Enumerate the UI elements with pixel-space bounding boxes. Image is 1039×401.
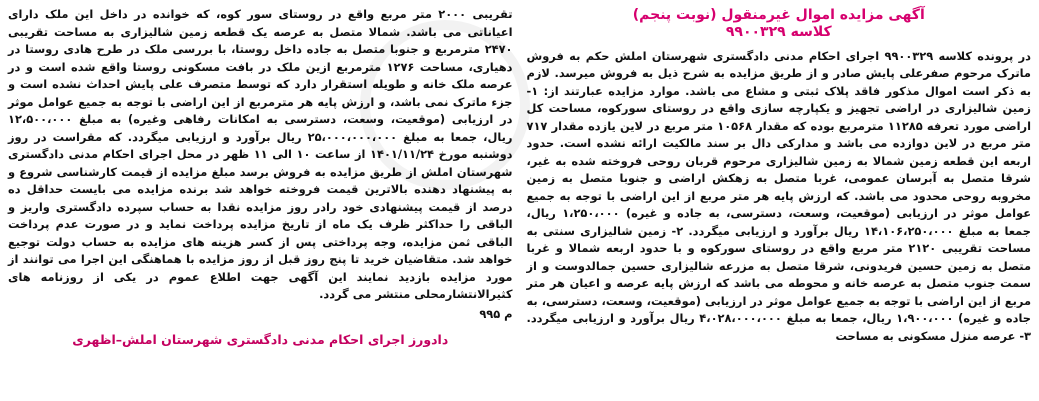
notice-body-right: در پرونده کلاسه ۹۹۰۰۳۲۹ اجرای احکام مدنی دادگستری شهرستان املش حکم به فروش ماترک مرحوم صفرعلی پایش صادر و از طریق مزایده به شرح ذیل به فروش میرسد. لازم به ذکر است اموال مذکور فاقد پلاک ثبتی و مشاع می باشد. موارد مزایده عبارتند از: ۱- زمین شالیزاری در اراضی تجهیز و یکپارچه سازی واقع در روستای سورکوه، مساحت کل اراضی مورد تعرفه ۱۱۲۸۵ مترمربع بوده که مقدار ۱۰۵۶۸ متر مربع در لاین یازده مقدار ۷۱۷ متر مربع در لاین دوازده می باشد و مدارکی دال بر سند مالکیت ارائه نشده است. حدود اربعه این قطعه زمین شمالا به زمین شالیزاری مرحوم قربان روحی فروخته شده به غیر، شرقا متصل به آبرسان عمومی، غربا متصل به زهکش اراضی و جنوبا متصل به زمین مخروبه روحی محدود می باشد. که ارزش پایه هر متر مربع از این اراضی با توجه به جمیع عوامل موثر در ارزیابی (موقعیت، وسعت، دسترسی، به جاده و غیره) ۱،۲۵۰،۰۰۰ ریال، جمعا به مبلغ ۱۴،۱۰۶،۲۵۰،۰۰۰ ریال برآورد و ارزیابی میگردد. ۲- زمین شالیزاری سنتی به مساحت تقریبی ۲۱۲۰ متر مربع واقع در روستای سورکوه و با حدود اربعه شمالا و غربا متصل به زمین حسین فریدونی، شرقا متصل به مزرعه شالیزاری حسین جمالدوست و از سمت جنوب متصل به عرصه خانه و محوطه می باشد که ارزش پایه عرصه و اعیان هر متر مربع از این اراضی با توجه به جمیع عوامل موثر در ارزیابی (موقعیت، وسعت، دسترسی، به جاده و غیره) ۱،۹۰۰،۰۰۰ ریال، جمعا به مبلغ ۴،۰۲۸،۰۰۰،۰۰۰ ریال برآورد و ارزیابی میگردد. ۳- عرصه منزل مسکونی به مساحت <box>526 48 1031 343</box>
right-column <box>527 6 1032 395</box>
notice-footer: دادورز اجرای احکام مدنی دادگستری شهرستان املش–اظهری <box>72 332 449 347</box>
left-column <box>8 6 513 395</box>
notice-body-left: تقریبی ۲۰۰۰ متر مربع واقع در روستای سور کوه، که خوانده در داخل این ملک دارای اعیاناتی می باشد. شمالا متصل به عرصه یک قطعه زمین شالیزاری به مساحت تقریبی ۲۴۷۰ مترمربع و جنوبا متصل به جاده داخل روستا، با بررسی ملک در طرح هادی روستا در دهیاری، مساحت ۱۲۷۶ مترمربع ازین ملک در بافت مسکونی روستا واقع شده است و در عرصه ملک خانه و طویله استقرار دارد که توسط متصرف علی پایش احداث نشده است و جزء ماترک نمی باشد، و ارزش پایه هر مترمربع از این اراضی با توجه به جمیع عوامل موثر در ارزیابی (موقعیت، وسعت، دسترسی به امکانات رفاهی وغیره) به مبلغ ۱۲،۵۰۰،۰۰۰ ریال، جمعا به مبلغ ۲۵،۰۰۰،۰۰۰،۰۰۰ ریال برآورد و ارزیابی میگردد. که مقراست در روز دوشنبه مورخ ۱۴۰۱/۱۱/۲۴ از ساعت ۱۰ الی ۱۱ ظهر در محل اجرای احکام مدنی دادگستری شهرستان املش از طریق مزایده به فروش برسد مبلغ مزایده از قیمت کارشناسی شروع و به پیشنهاد دهنده بالاترین قیمت فروخته خواهد شد برنده مزایده می بایست حداقل ده درصد از قیمت پیشنهادی خود رادر روز مزایده نقدا به حساب سپرده دادگستری واریز و الباقی را حداکثر ظرف یک ماه از تاریخ مزایده پرداخت نماید و در صورت عدم پرداخت الباقی ثمن مزایده، وجه پرداختی پس از کسر هزینه های مزایده به حساب دولت توجیع خواهد شد. متقاضیان خرید تا پنج روز قبل از روز مزایده با هماهنگی این اجرا می توانند از مورد مزایده بازدید نمایند این آگهی جهت اطلاع عموم در یکی از روزنامه های کثیرالانتشارمحلی منتشر می گردد. <box>8 7 513 301</box>
notice-title: آگهی مزایده اموال غیرمنقول (نوبت پنجم) <box>632 7 925 23</box>
reference-number: م ۹۹۵ <box>479 306 513 321</box>
file-number: کلاسه ۹۹۰۰۳۲۹ <box>725 24 832 40</box>
